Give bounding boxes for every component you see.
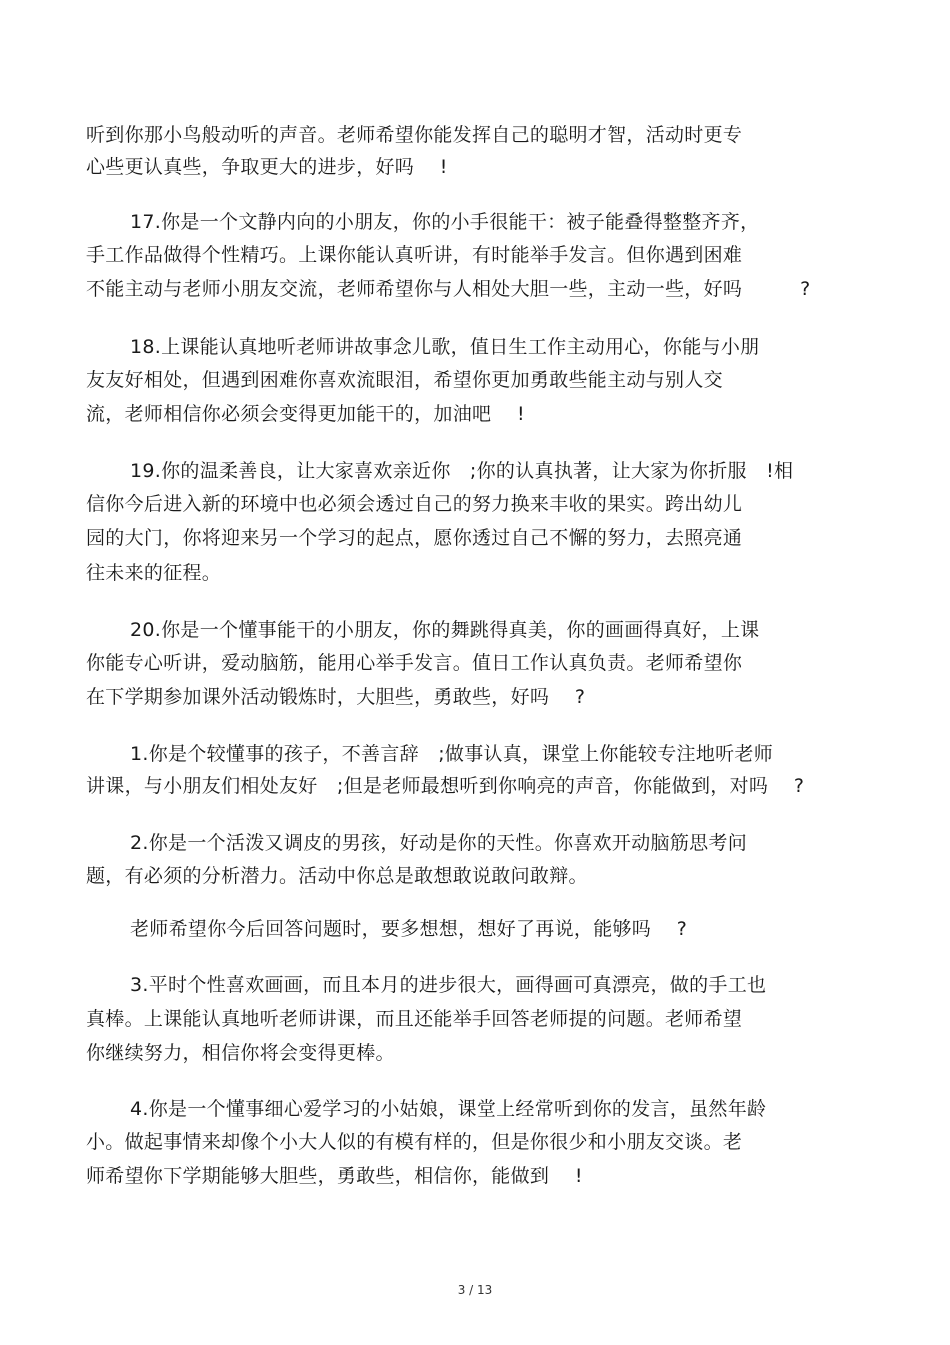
text-line: 不能主动与老师小朋友交流，老师希望你与人相处大胆一些，主动一些，好吗 ? — [86, 278, 811, 300]
comment-18-line: 18.上课能认真地听老师讲故事念儿歌，值日生工作主动用心，你能与小朋 — [130, 336, 760, 358]
text-line: 你能专心听讲，爱动脑筋，能用心举手发言。值日工作认真负责。老师希望你 — [86, 652, 743, 674]
text-line: 老师希望你今后回答问题时，要多想想，想好了再说，能够吗 ? — [130, 918, 688, 940]
text-line: 往未来的征程。 — [86, 562, 222, 584]
text-line: 心些更认真些，争取更大的进步，好吗 ! — [86, 156, 448, 178]
comment-19-line: 19.你的温柔善良，让大家喜欢亲近你 ;你的认真执著，让大家为你折服 !相 — [130, 460, 794, 482]
text-line: 真棒。上课能认真地听老师讲课，而且还能举手回答老师提的问题。老师希望 — [86, 1008, 743, 1030]
text-line: 听到你那小鸟般动听的声音。老师希望你能发挥自己的聪明才智，活动时更专 — [86, 124, 743, 146]
comment-17-line: 17.你是一个文静内向的小朋友，你的小手很能干：被子能叠得整整齐齐， — [130, 211, 760, 233]
text-line: 手工作品做得个性精巧。上课你能认真听讲，有时能举手发言。但你遇到困难 — [86, 244, 743, 266]
text-line: 你继续努力，相信你将会变得更棒。 — [86, 1042, 395, 1064]
text-line: 小。做起事情来却像个小大人似的有模有样的，但是你很少和小朋友交谈。老 — [86, 1131, 743, 1153]
text-line: 园的大门，你将迎来另一个学习的起点，愿你透过自己不懈的努力，去照亮通 — [86, 527, 743, 549]
comment-2-line: 2.你是一个活泼又调皮的男孩，好动是你的天性。你喜欢开动脑筋思考问 — [130, 832, 748, 854]
text-line: 师希望你下学期能够大胆些，勇敢些，相信你，能做到 ! — [86, 1165, 583, 1187]
comment-4-line: 4.你是一个懂事细心爱学习的小姑娘，课堂上经常听到你的发言，虽然年龄 — [130, 1098, 767, 1120]
text-line: 在下学期参加课外活动锻炼时，大胆些，勇敢些，好吗 ? — [86, 686, 586, 708]
text-line: 友友好相处，但遇到困难你喜欢流眼泪，希望你更加勇敢些能主动与别人交 — [86, 369, 723, 391]
text-line: 讲课，与小朋友们相处友好 ;但是老师最想听到你响亮的声音，你能做到，对吗 ? — [86, 775, 805, 797]
comment-20-line: 20.你是一个懂事能干的小朋友，你的舞跳得真美，你的画画得真好，上课 — [130, 619, 760, 641]
comment-3-line: 3.平时个性喜欢画画，而且本月的进步很大，画得画可真漂亮，做的手工也 — [130, 974, 767, 996]
text-line: 信你今后进入新的环境中也必须会透过自己的努力换来丰收的果实。跨出幼儿 — [86, 493, 743, 515]
text-line: 题，有必须的分析潜力。活动中你总是敢想敢说敢问敢辩。 — [86, 865, 588, 887]
page-number: 3 / 13 — [457, 1283, 493, 1297]
comment-1-line: 1.你是个较懂事的孩子，不善言辞 ;做事认真，课堂上你能较专注地听老师 — [130, 743, 774, 765]
text-line: 流，老师相信你必须会变得更加能干的，加油吧 ! — [86, 403, 525, 425]
